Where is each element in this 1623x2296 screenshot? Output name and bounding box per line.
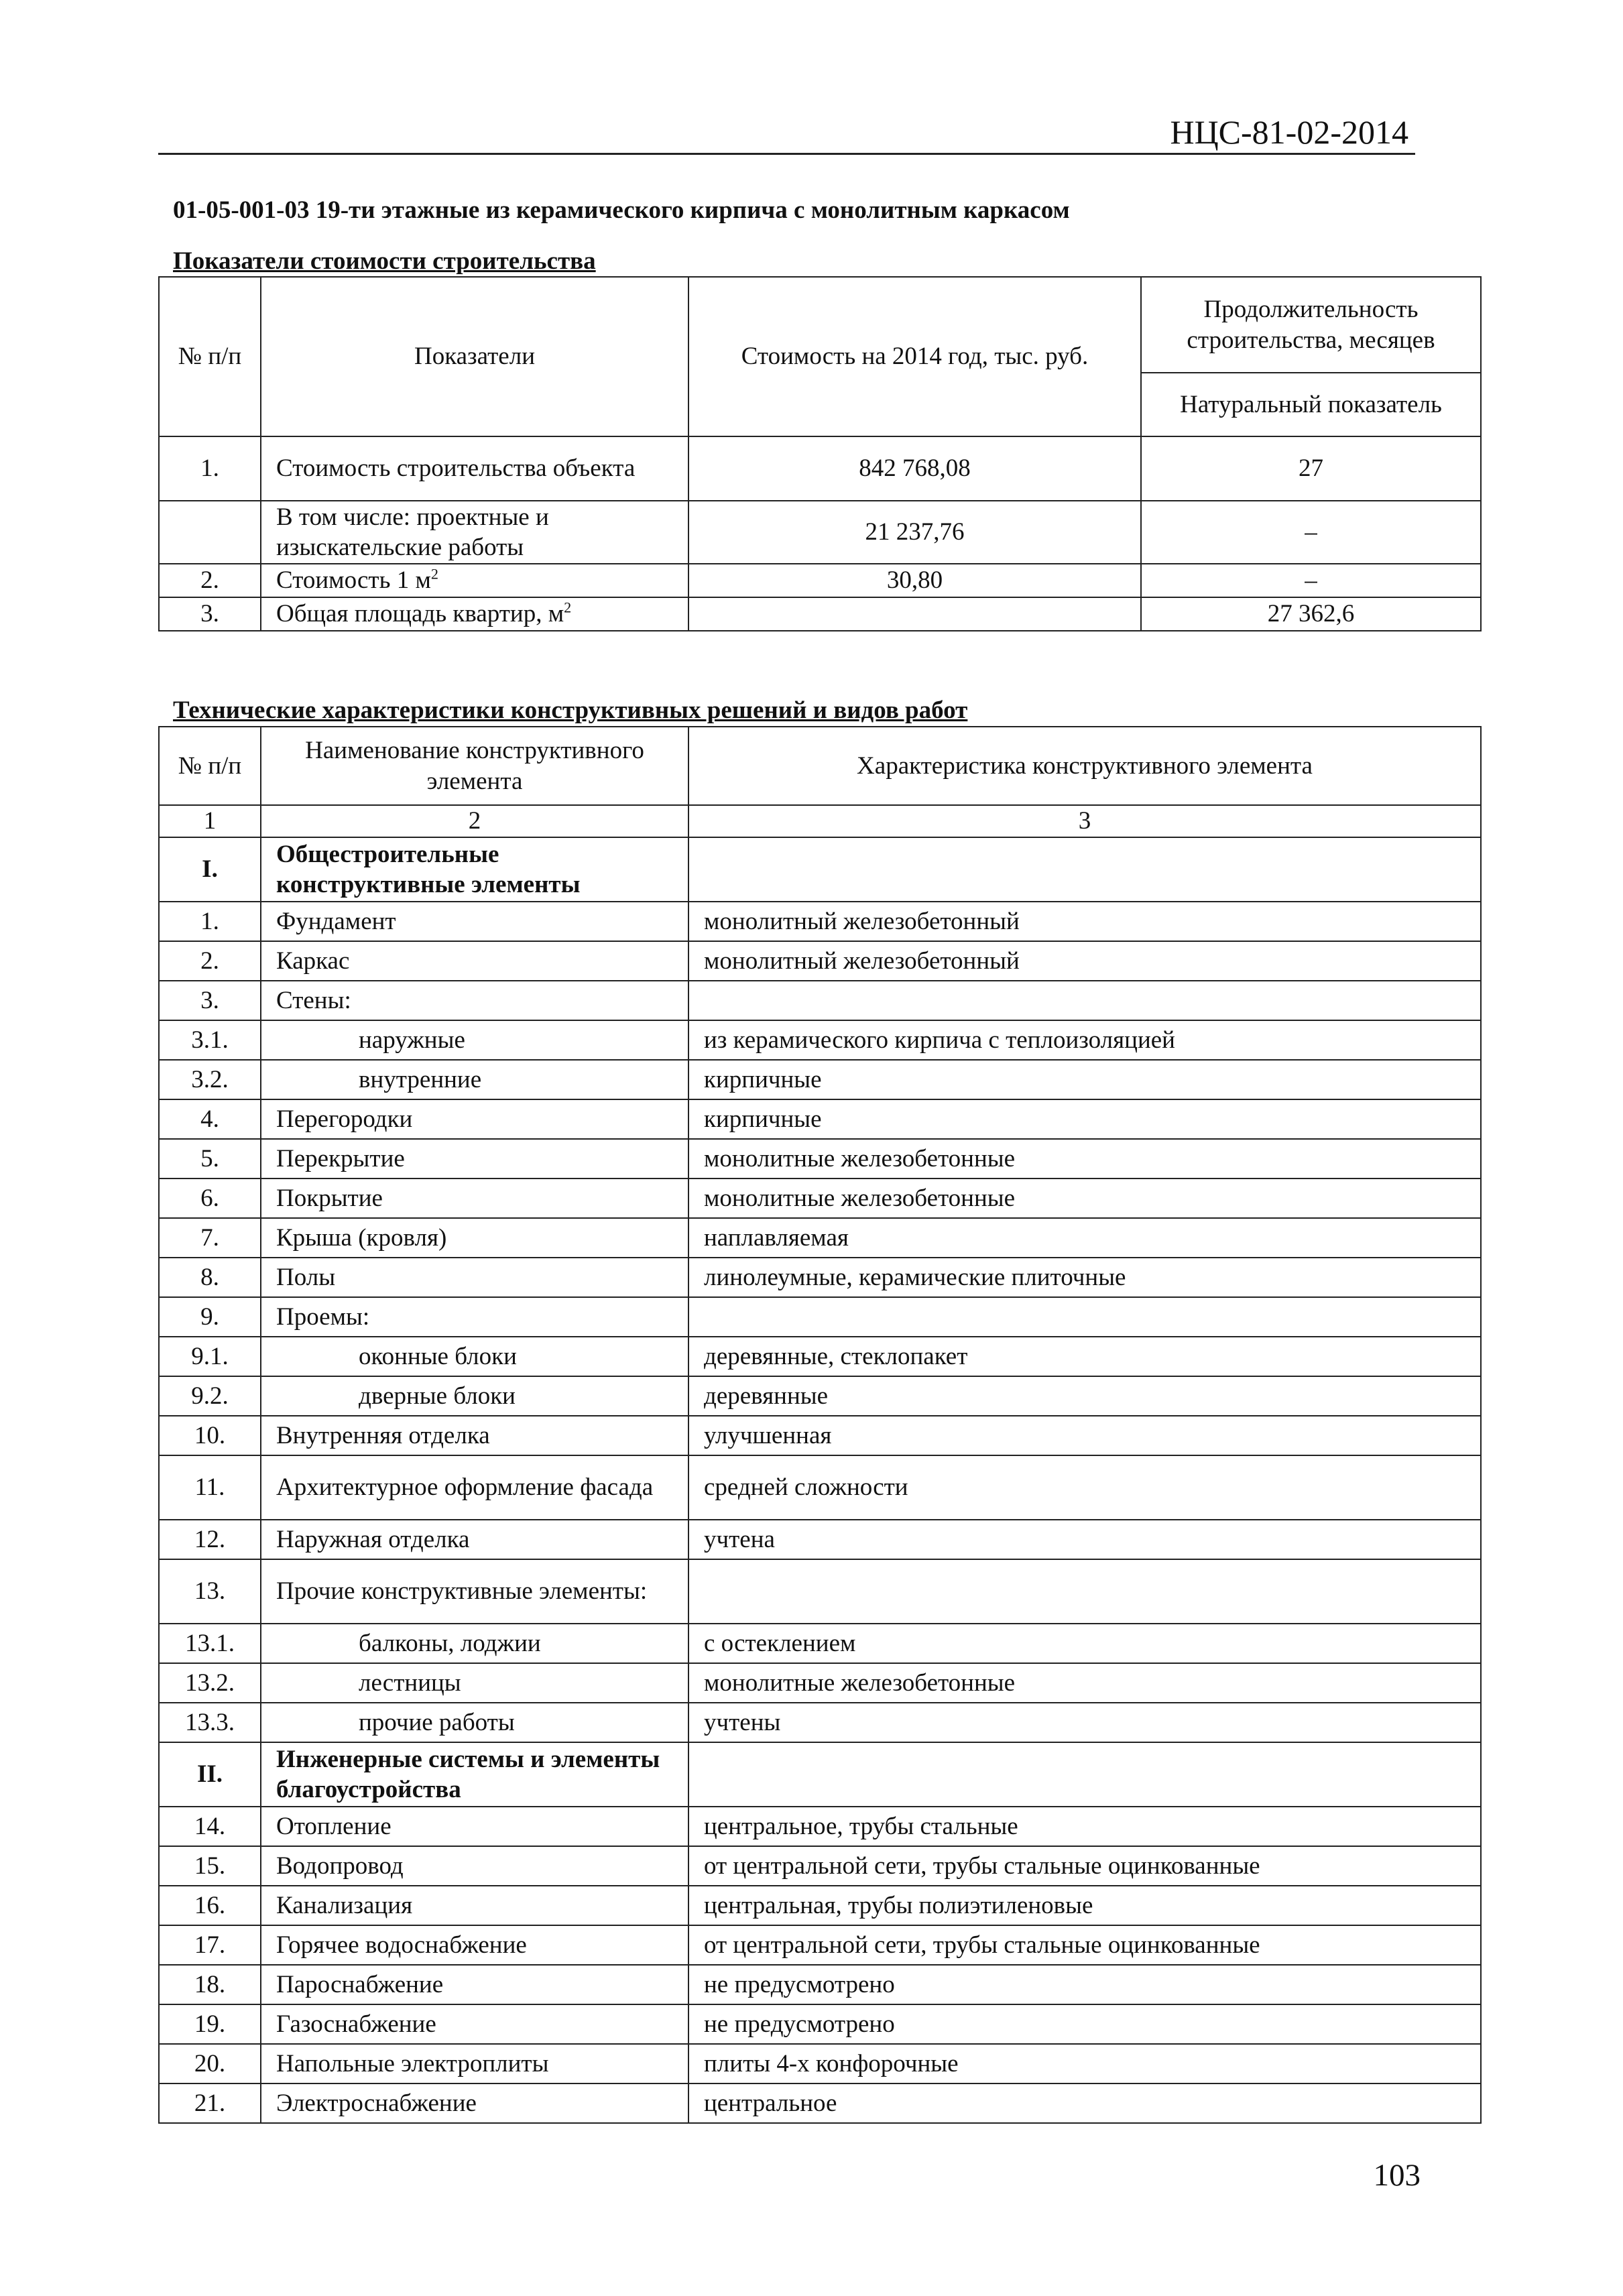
tech-row-desc: не предусмотрено <box>688 1965 1481 2004</box>
tech-col-index-3: 3 <box>688 805 1481 837</box>
tech-row-name: Прочие конструктивные элементы: <box>261 1559 688 1624</box>
cost-row <box>159 564 1481 597</box>
tech-row-desc <box>688 1742 1481 1807</box>
tech-row-num: 18. <box>159 1965 261 2004</box>
cost-row-name: Общая площадь квартир, $м^2$ <box>261 597 688 631</box>
tech-row-desc: плиты 4-х конфорочные <box>688 2044 1481 2083</box>
tech-row-desc: от центральной сети, трубы стальные оцинкованные <box>688 1925 1481 1965</box>
tech-row-name: Полы <box>261 1258 688 1297</box>
tech-row-desc: от центральной сети, трубы стальные оцинкованные <box>688 1846 1481 1886</box>
cost-row-num: 1. <box>159 436 261 501</box>
tech-row <box>159 1703 1481 1742</box>
tech-row <box>159 1258 1481 1297</box>
tech-row-desc <box>688 981 1481 1020</box>
tech-row-desc: из керамического кирпича с теплоизоляцией <box>688 1020 1481 1060</box>
tech-row-num: 8. <box>159 1258 261 1297</box>
tech-row <box>159 1218 1481 1258</box>
cost-row-value <box>688 597 1141 631</box>
tech-row-name: Горячее водоснабжение <box>261 1925 688 1965</box>
tech-row-desc: учтена <box>688 1520 1481 1559</box>
tech-row-num: 3.1. <box>159 1020 261 1060</box>
tech-row-name: Пароснабжение <box>261 1965 688 2004</box>
tech-row-num: 9. <box>159 1297 261 1337</box>
tech-row <box>159 1337 1481 1376</box>
cost-section-title: Показатели стоимости строительства <box>173 247 596 275</box>
tech-row-num: 10. <box>159 1416 261 1455</box>
header-indicator: Показатели <box>261 277 688 436</box>
tech-row-name: Крыша (кровля) <box>261 1218 688 1258</box>
tech-row-desc: учтены <box>688 1703 1481 1742</box>
tech-col-index-2: 2 <box>261 805 688 837</box>
tech-row-name: Газоснабжение <box>261 2004 688 2044</box>
tech-row <box>159 941 1481 981</box>
tech-row-name: Каркас <box>261 941 688 981</box>
tech-row-name: Электроснабжение <box>261 2083 688 2123</box>
tech-row <box>159 1559 1481 1624</box>
tech-row-desc: не предусмотрено <box>688 2004 1481 2044</box>
tech-row-num: 2. <box>159 941 261 981</box>
tech-table <box>158 726 1482 2124</box>
tech-row-num: 20. <box>159 2044 261 2083</box>
tech-row-name: Общестроительные конструктивные элементы <box>261 837 688 902</box>
tech-row-name: внутренние <box>261 1060 688 1099</box>
tech-row-num: 19. <box>159 2004 261 2044</box>
tech-row-name: Перекрытие <box>261 1139 688 1179</box>
tech-row-num: 4. <box>159 1099 261 1139</box>
tech-row-num: 3.2. <box>159 1060 261 1099</box>
tech-row <box>159 1139 1481 1179</box>
tech-row <box>159 981 1481 1020</box>
tech-row-name: лестницы <box>261 1663 688 1703</box>
tech-row <box>159 1886 1481 1925</box>
tech-row <box>159 2044 1481 2083</box>
tech-row-name: Канализация <box>261 1886 688 1925</box>
tech-row-num: 16. <box>159 1886 261 1925</box>
page-number: 103 <box>1373 2158 1421 2193</box>
tech-row <box>159 1807 1481 1846</box>
tech-section-title: Технические характеристики конструктивных решений и видов работ <box>173 697 968 724</box>
tech-header-desc: Характеристика конструктивного элемента <box>688 727 1481 805</box>
tech-row <box>159 1376 1481 1416</box>
tech-row-desc: кирпичные <box>688 1060 1481 1099</box>
tech-row <box>159 1099 1481 1139</box>
cost-row-value: 842 768,08 <box>688 436 1141 501</box>
tech-row-num: 1. <box>159 902 261 941</box>
tech-row <box>159 1416 1481 1455</box>
tech-row <box>159 1020 1481 1060</box>
tech-row-num: 21. <box>159 2083 261 2123</box>
tech-row <box>159 1624 1481 1663</box>
tech-row-num: 15. <box>159 1846 261 1886</box>
tech-row-name: Покрытие <box>261 1179 688 1218</box>
header-rule <box>158 153 1415 155</box>
tech-row-desc: с остеклением <box>688 1624 1481 1663</box>
tech-row-desc: центральное <box>688 2083 1481 2123</box>
tech-row-name: Перегородки <box>261 1099 688 1139</box>
tech-row-desc <box>688 837 1481 902</box>
tech-row-name: Архитектурное оформление фасада <box>261 1455 688 1520</box>
cost-table <box>158 276 1482 631</box>
tech-row <box>159 902 1481 941</box>
header-num: № п/п <box>159 277 261 436</box>
tech-row <box>159 1520 1481 1559</box>
tech-row-num: I. <box>159 837 261 902</box>
tech-row-desc: линолеумные, керамические плиточные <box>688 1258 1481 1297</box>
tech-row <box>159 2083 1481 2123</box>
tech-row-name: Внутренняя отделка <box>261 1416 688 1455</box>
tech-row-desc: наплавляемая <box>688 1218 1481 1258</box>
tech-row <box>159 837 1481 902</box>
tech-row <box>159 1455 1481 1520</box>
cost-row-extra: – <box>1141 564 1481 597</box>
tech-row-num: 13. <box>159 1559 261 1624</box>
tech-row-name: Напольные электроплиты <box>261 2044 688 2083</box>
tech-row-num: 14. <box>159 1807 261 1846</box>
document-code: НЦС-81-02-2014 <box>1170 113 1408 151</box>
cost-row-name: Стоимость строительства объекта <box>261 436 688 501</box>
cost-row-name: Стоимость 1 $м^2$ <box>261 564 688 597</box>
cost-row <box>159 501 1481 564</box>
document-title: 01-05-001-03 19-ти этажные из керамического кирпича с монолитным каркасом <box>173 196 1070 224</box>
cost-row-num: 3. <box>159 597 261 631</box>
cost-row-value: 21 237,76 <box>688 501 1141 564</box>
tech-row-num: 3. <box>159 981 261 1020</box>
header-natural: Натуральный показатель <box>1141 373 1481 436</box>
tech-row-desc: монолитный железобетонный <box>688 941 1481 981</box>
tech-row-name: Наружная отделка <box>261 1520 688 1559</box>
tech-row-desc <box>688 1297 1481 1337</box>
tech-row <box>159 1297 1481 1337</box>
tech-row-name: Водопровод <box>261 1846 688 1886</box>
tech-row-desc: центральная, трубы полиэтиленовые <box>688 1886 1481 1925</box>
tech-row <box>159 1663 1481 1703</box>
tech-row <box>159 1846 1481 1886</box>
tech-row-desc: средней сложности <box>688 1455 1481 1520</box>
tech-row-name: Фундамент <box>261 902 688 941</box>
cost-row-name: В том числе: проектные и изыскательские работы <box>261 501 688 564</box>
header-cost: Стоимость на 2014 год, тыс. руб. <box>688 277 1141 436</box>
tech-row-num: 17. <box>159 1925 261 1965</box>
tech-row-num: 5. <box>159 1139 261 1179</box>
header-duration: Продолжительность строительства, месяцев <box>1141 277 1481 373</box>
tech-row-desc: монолитные железобетонные <box>688 1139 1481 1179</box>
tech-row <box>159 1060 1481 1099</box>
tech-header-name: Наименование конструктивного элемента <box>261 727 688 805</box>
tech-row-name: Проемы: <box>261 1297 688 1337</box>
tech-row-desc: деревянные, стеклопакет <box>688 1337 1481 1376</box>
tech-row-desc: кирпичные <box>688 1099 1481 1139</box>
tech-row-desc: центральное, трубы стальные <box>688 1807 1481 1846</box>
cost-row <box>159 436 1481 501</box>
tech-row-name: Стены: <box>261 981 688 1020</box>
tech-row-desc: улучшенная <box>688 1416 1481 1455</box>
tech-row-desc: монолитный железобетонный <box>688 902 1481 941</box>
tech-row-num: 13.2. <box>159 1663 261 1703</box>
tech-row-num: II. <box>159 1742 261 1807</box>
cost-row-num: 2. <box>159 564 261 597</box>
tech-row-num: 9.1. <box>159 1337 261 1376</box>
tech-row-desc <box>688 1559 1481 1624</box>
cost-row-extra: 27 <box>1141 436 1481 501</box>
tech-row-desc: монолитные железобетонные <box>688 1663 1481 1703</box>
tech-row-desc: монолитные железобетонные <box>688 1179 1481 1218</box>
tech-row <box>159 2004 1481 2044</box>
tech-row-name: балконы, лоджии <box>261 1624 688 1663</box>
tech-row <box>159 1742 1481 1807</box>
tech-row-num: 12. <box>159 1520 261 1559</box>
tech-header-num: № п/п <box>159 727 261 805</box>
cost-row-extra: 27 362,6 <box>1141 597 1481 631</box>
tech-col-index-1: 1 <box>159 805 261 837</box>
tech-row-name: дверные блоки <box>261 1376 688 1416</box>
tech-row-name: наружные <box>261 1020 688 1060</box>
tech-row-name: оконные блоки <box>261 1337 688 1376</box>
tech-row-num: 13.1. <box>159 1624 261 1663</box>
tech-row-num: 6. <box>159 1179 261 1218</box>
tech-row-desc: деревянные <box>688 1376 1481 1416</box>
tech-row-num: 7. <box>159 1218 261 1258</box>
cost-row-extra: – <box>1141 501 1481 564</box>
tech-row <box>159 1925 1481 1965</box>
tech-row-name: прочие работы <box>261 1703 688 1742</box>
tech-row-num: 13.3. <box>159 1703 261 1742</box>
tech-row-num: 9.2. <box>159 1376 261 1416</box>
tech-row-num: 11. <box>159 1455 261 1520</box>
tech-row <box>159 1965 1481 2004</box>
cost-row-value: 30,80 <box>688 564 1141 597</box>
cost-row <box>159 597 1481 631</box>
cost-row-num <box>159 501 261 564</box>
tech-row <box>159 1179 1481 1218</box>
tech-row-name: Отопление <box>261 1807 688 1846</box>
tech-row-name: Инженерные системы и элементы благоустройства <box>261 1742 688 1807</box>
